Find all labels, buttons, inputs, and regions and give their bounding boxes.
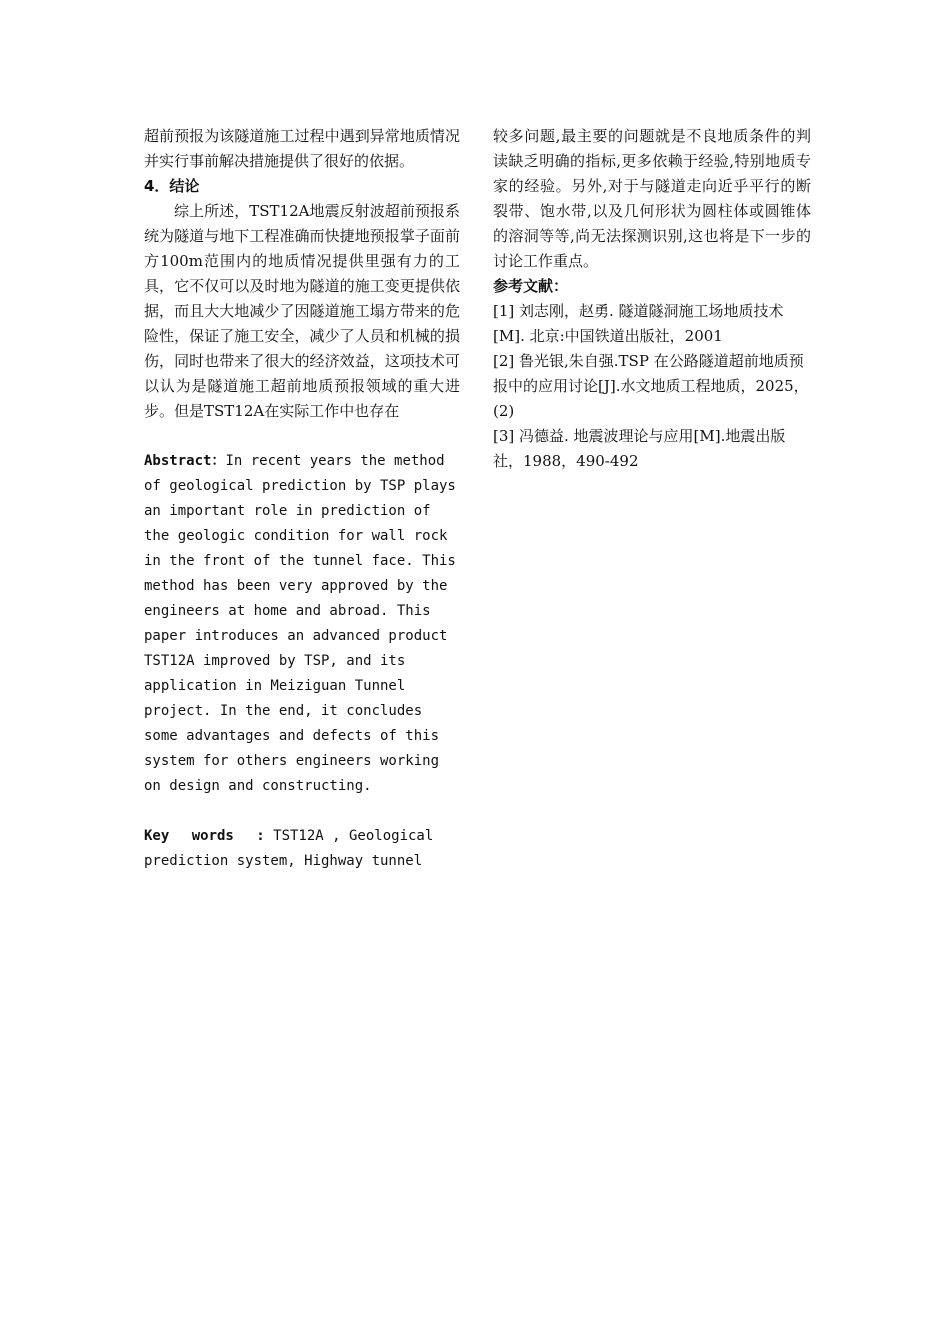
keywords-paragraph	[144, 824, 460, 874]
keywords-label: Key words :	[144, 828, 265, 844]
abstract-label: Abstract：	[144, 453, 226, 469]
spacer	[144, 424, 460, 449]
reference-item: [3] 冯德益. 地震波理论与应用[M].地震出版社，1988，490-492	[493, 427, 786, 470]
left-column	[144, 124, 460, 874]
previous-section-continuation: 超前预报为该隧道施工过程中遇到异常地质情况并实行事前解决措施提供了很好的依据。	[144, 127, 460, 170]
right-column	[493, 124, 811, 474]
conclusion-heading: 4．结论	[144, 177, 200, 195]
reference-item: [2] 鲁光银,朱自强.TSP 在公路隧道超前地质预报中的应用讨论[J].水文地质工程地质，2025，(2)	[493, 352, 809, 420]
keywords-text: TST12A , Geological prediction system, Highway tunnel	[144, 828, 434, 869]
abstract-text: In recent years the method of geological prediction by TSP plays an important role in prediction of the geologic condition for wall rock in the front of the tunnel face. This method has been very approved by the engineers at home and abroad. This paper introduces an advanced product TST12A improved by TSP, and its application in Meiziguan Tunnel project. In the end, it concludes some advantages and defects of this system for others engineers working on design and constructing.	[144, 453, 456, 794]
references-heading: 参考文献：	[493, 277, 569, 295]
spacer	[144, 799, 460, 824]
conclusion-body: 综上所述，TST12A地震反射波超前预报系统为隧道与地下工程准确而快捷地预报掌子面前方100m范围内的地质情况提供里强有力的工具，它不仅可以及时地为隧道的施工变更提供依据，而且大大地减少了因隧道施工塌方带来的危险性，保证了施工安全，减少了人员和机械的损伤，同时也带来了很大的经济效益，这项技术可以认为是隧道施工超前地质预报领域的重大进步。但是TST12A在实际工作中也存在	[144, 202, 460, 420]
conclusion-continuation: 较多问题,最主要的问题就是不良地质条件的判读缺乏明确的指标,更多依赖于经验,特别地质专家的经验。另外,对于与隧道走向近乎平行的断裂带、饱水带,以及几何形状为圆柱体或圆锥体的溶洞等等,尚无法探测识别,这也将是下一步的讨论工作重点。	[493, 127, 811, 270]
reference-item: [1] 刘志刚，赵勇. 隧道隧洞施工场地质技术[M]. 北京:中国铁道出版社，2001	[493, 302, 784, 345]
abstract-paragraph	[144, 449, 460, 799]
